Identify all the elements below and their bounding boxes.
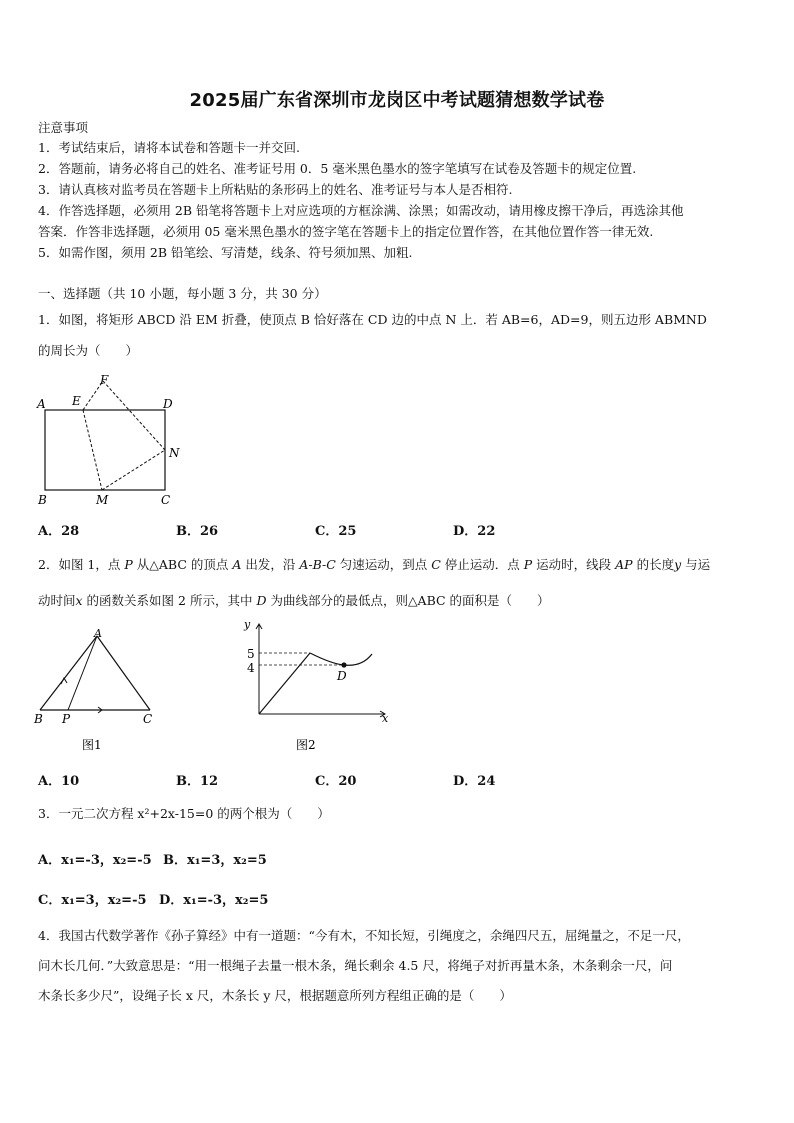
q1-option-d: D．22 xyxy=(453,524,496,539)
svg-text:P: P xyxy=(62,712,71,726)
label-m: M xyxy=(96,493,109,507)
q1-figure xyxy=(30,370,200,510)
q1-option-b: B．26 xyxy=(176,524,219,539)
q1-stem-line1: 1．如图，将矩形 ABCD 沿 EM 折叠，使顶点 B 恰好落在 CD 边的中点 N 上．若 AB=6，AD=9，则五边形 ABMND xyxy=(38,312,707,327)
label-e: E xyxy=(72,394,81,408)
label-d: D xyxy=(163,397,173,411)
notice-item: 2．答题前，请务必将自己的姓名、准考证号用 0．5 毫米黑色墨水的签字笔填写在试卷及答题卡的规定位置. xyxy=(38,161,637,176)
notice-item: 1．考试结束后，请将本试卷和答题卡一并交回. xyxy=(38,140,300,155)
label-c: C xyxy=(161,493,171,507)
q4-stem-line2: 问木长几何．”大致意思是：“用一根绳子去量一根木条，绳长剩余 4.5 尺，将绳子对折再量木条，木条剩余一尺，问 xyxy=(38,958,673,973)
q2-figure2 xyxy=(232,618,397,758)
q2-option-d: D．24 xyxy=(453,774,496,789)
label-n: N xyxy=(169,446,180,460)
page-title: 2025届广东省深圳市龙岗区中考试题猜想数学试卷 xyxy=(189,90,605,111)
q3-stem: 3．一元二次方程 x²+2x-15=0 的两个根为（ ） xyxy=(38,806,330,821)
q4-stem-line1: 4．我国古代数学著作《孙子算经》中有一道题：“今有木，不知长短，引绳度之，余绳四尺五，屈绳量之，不足一尺， xyxy=(38,928,690,943)
svg-text:5: 5 xyxy=(247,647,255,661)
arrow-icon xyxy=(90,707,102,713)
q3-option-a: A．x₁=-3，x₂=-5 xyxy=(38,853,152,868)
notice-item: 3．请认真核对监考员在答题卡上所粘贴的条形码上的姓名、准考证号与本人是否相符. xyxy=(38,182,513,197)
svg-text:4: 4 xyxy=(247,661,255,675)
section-heading: 一、选择题（共 10 小题，每小题 3 分，共 30 分） xyxy=(38,286,327,301)
svg-text:D: D xyxy=(337,669,347,683)
q2-stem-line2: 动时间x 的函数关系如图 2 所示，其中 D 为曲线部分的最低点，则△ABC 的面积是（ ） xyxy=(38,593,550,608)
q2-stem-line1: 2．如图 1，点 P 从△ABC 的顶点 A 出发，沿 A-B-C 匀速运动，到点 C 停止运动．点 P 运动时，线段 AP 的长度y 与运 xyxy=(38,557,711,572)
label-b: B xyxy=(38,493,47,507)
svg-text:C: C xyxy=(143,712,153,726)
q3-option-b: B．x₁=3，x₂=5 xyxy=(163,853,267,868)
q2-option-a: A．10 xyxy=(38,774,80,789)
notice-item: 4．作答选择题，必须用 2B 铅笔将答题卡上对应选项的方框涂满、涂黑；如需改动，请用橡皮擦干净后，再选涂其他 xyxy=(38,203,684,218)
figure1-caption: 图1 xyxy=(82,738,102,752)
figure2-caption: 图2 xyxy=(296,738,316,752)
q2-option-b: B．12 xyxy=(176,774,219,789)
label-f: F xyxy=(100,373,109,387)
q3-option-c: C．x₁=3，x₂=-5 xyxy=(38,893,147,908)
q3-option-d: D．x₁=-3，x₂=5 xyxy=(159,893,269,908)
q1-option-a: A．28 xyxy=(38,524,80,539)
notice-item: 5．如需作图，须用 2B 铅笔绘、写清楚，线条、符号须加黑、加粗. xyxy=(38,245,413,260)
svg-text:B: B xyxy=(34,712,43,726)
svg-text:y: y xyxy=(244,618,251,631)
svg-text:x: x xyxy=(382,712,389,725)
rectangle-abcd xyxy=(45,410,165,490)
q4-stem-line3: 木条长多少尺”，设绳子长 x 尺，木条长 y 尺，根据题意所列方程组正确的是（ ） xyxy=(38,988,512,1003)
q1-stem-line2: 的周长为（ ） xyxy=(38,343,139,358)
q2-figure1 xyxy=(30,622,170,757)
notice-item: 答案．作答非选择题，必须用 05 毫米黑色墨水的签字笔在答题卡上的指定位置作答，在其他位置作答一律无效. xyxy=(38,224,654,239)
label-a: A xyxy=(37,397,46,411)
notice-heading: 注意事项 xyxy=(38,120,89,135)
q2-option-c: C．20 xyxy=(315,774,357,789)
q1-option-c: C．25 xyxy=(315,524,357,539)
svg-text:A: A xyxy=(94,627,102,640)
